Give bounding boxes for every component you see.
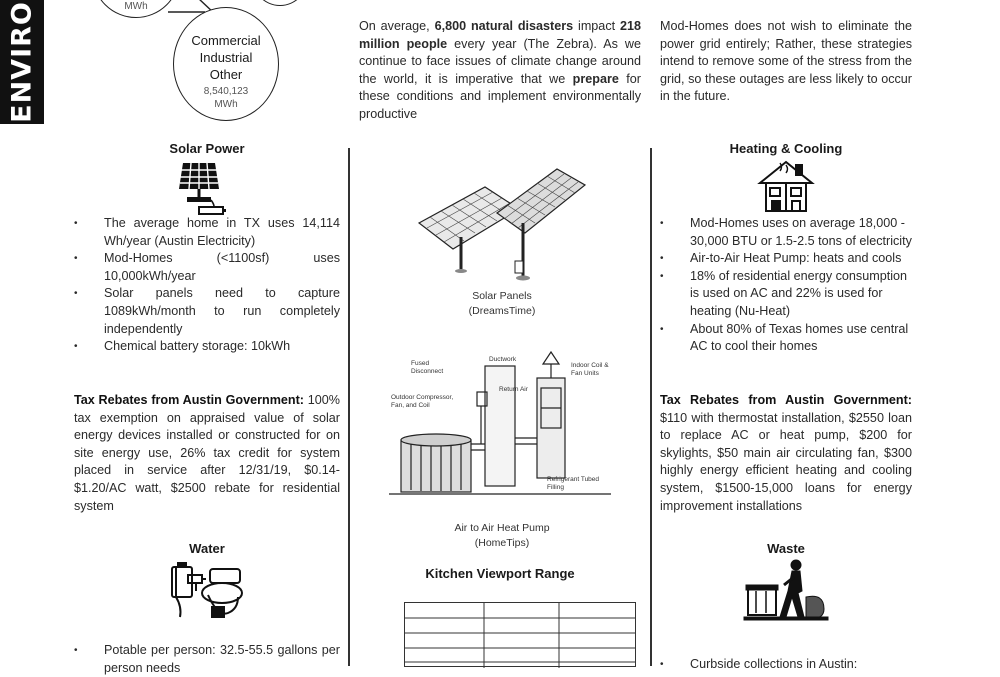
kitchen-viewport-table (404, 602, 636, 668)
list-item: • About 80% of Texas homes use central AC to cool their homes (660, 321, 912, 356)
waste-facts-list (660, 656, 912, 674)
intro-highlight: 218 million people (359, 19, 642, 51)
house-heating-icon (756, 159, 816, 213)
residential-value: MWh (124, 1, 148, 12)
waste-title: Waste (767, 541, 805, 556)
list-item: • Mod-Homes (<1100sf) uses 10,000kWh/year (74, 250, 340, 285)
caption-line: (HomeTips) (474, 536, 530, 549)
list-item: • Potable per person: 32.5-55.5 gallons per person needs (74, 642, 340, 677)
label-refrigerant: Refrigerant Tubed Filling (547, 476, 600, 491)
faucet-toilet-icon (166, 561, 248, 619)
label-ductwork: Ductwork (489, 356, 517, 363)
solar-facts-list (74, 215, 340, 356)
caption-line: Solar Panels (472, 290, 532, 302)
other-label: Other (209, 67, 243, 82)
list-item: • 18% of residential energy consumption is used on AC and 22% is used for heating (Nu-Heat) (660, 268, 912, 321)
label-indoor-coil: Indoor Coil & Fan Units (571, 362, 609, 377)
kitchen-viewport-title: Kitchen Viewport Range (425, 566, 575, 581)
heating-rebate-title: Tax Rebates from Austin Government: (660, 393, 912, 407)
list-item: • Solar panels need to capture 1089kWh/month to run completely independently (74, 285, 340, 338)
commercial-circle (173, 7, 279, 121)
caption-line: Air to Air Heat Pump (454, 522, 550, 534)
side-heading: ENVIRO (6, 1, 38, 123)
heating-facts-list (660, 215, 912, 356)
heating-rebate-paragraph (660, 392, 912, 515)
solar-panels-illustration (415, 165, 587, 283)
heating-cooling-title: Heating & Cooling (729, 141, 843, 156)
intro-column-middle (359, 18, 641, 124)
heat-pump-caption (420, 521, 584, 550)
commercial-unit: MWh (214, 99, 238, 110)
solar-power-title: Solar Power (169, 141, 245, 156)
water-title: Water (189, 541, 225, 556)
diagram-connectors (0, 0, 330, 130)
list-item: • The average home in TX uses 14,114 Wh/year (Austin Electricity) (74, 215, 340, 250)
list-item: • Mod-Homes uses on average 18,000 - 30,000 BTU or 1.5-2.5 tons of electricity (660, 215, 912, 250)
solar-rebate-title: Tax Rebates from Austin Government: (74, 393, 304, 407)
solar-panels-caption (420, 289, 584, 318)
label-return-air: Return Air (499, 386, 528, 393)
solar-rebate-paragraph (74, 392, 340, 515)
list-item: • Chemical battery storage: 10kWh (74, 338, 340, 356)
intro-highlight: prepare (572, 71, 619, 86)
intro-text: for these conditions and implement environmentally productive (359, 71, 641, 121)
solar-rebate-text: 100% tax exemption on appraised value of solar energy devices installed or constructed for on site energy use, 26% tax credit for system placed in service after 12/31/19, $0.14- $1.20/AC watt, $2500 rebate for residential system (74, 393, 340, 513)
caption-line: (DreamsTime) (468, 304, 536, 317)
industrial-label: Industrial (199, 50, 253, 65)
column-divider-right (650, 148, 652, 666)
heating-rebate-text: $110 with thermostat installation, $2550 loan to replace AC or heat pump, $200 for skylights, $50 main air circulating fan, $300 highly energy efficient heating and cooling system, $1500-15,000 loans for energy improvement installations (660, 410, 912, 513)
intro-text: impact (573, 19, 620, 33)
column-divider-left (348, 148, 350, 666)
recycling-person-icon (744, 557, 828, 621)
list-item: • Curbside collections in Austin: (660, 656, 912, 674)
solar-panel-battery-icon (175, 159, 231, 215)
commercial-label: Commercial (191, 33, 261, 48)
intro-highlight: 6,800 natural disasters (434, 19, 574, 33)
intro-column-right: Mod-Homes does not wish to eliminate the power grid entirely; Rather, these strategies intend to remove some of the stress from the grid, so these outages are less likely to occur in the future. (660, 19, 912, 104)
commercial-value: 8,540,123 (203, 86, 249, 97)
heat-pump-diagram (385, 348, 615, 500)
list-item: • Air-to-Air Heat Pump: heats and cools (660, 250, 912, 268)
water-facts-list (74, 642, 340, 677)
intro-text: every year (The Zebra). As we continue to face issues of climate change around the world, it is imperative that we (359, 36, 642, 86)
label-outdoor-compressor: Outdoor Compressor, Fan, and Coil (391, 394, 454, 409)
intro-text: On average, (359, 19, 435, 33)
label-fused-disconnect: Fused Disconnect (411, 360, 444, 375)
